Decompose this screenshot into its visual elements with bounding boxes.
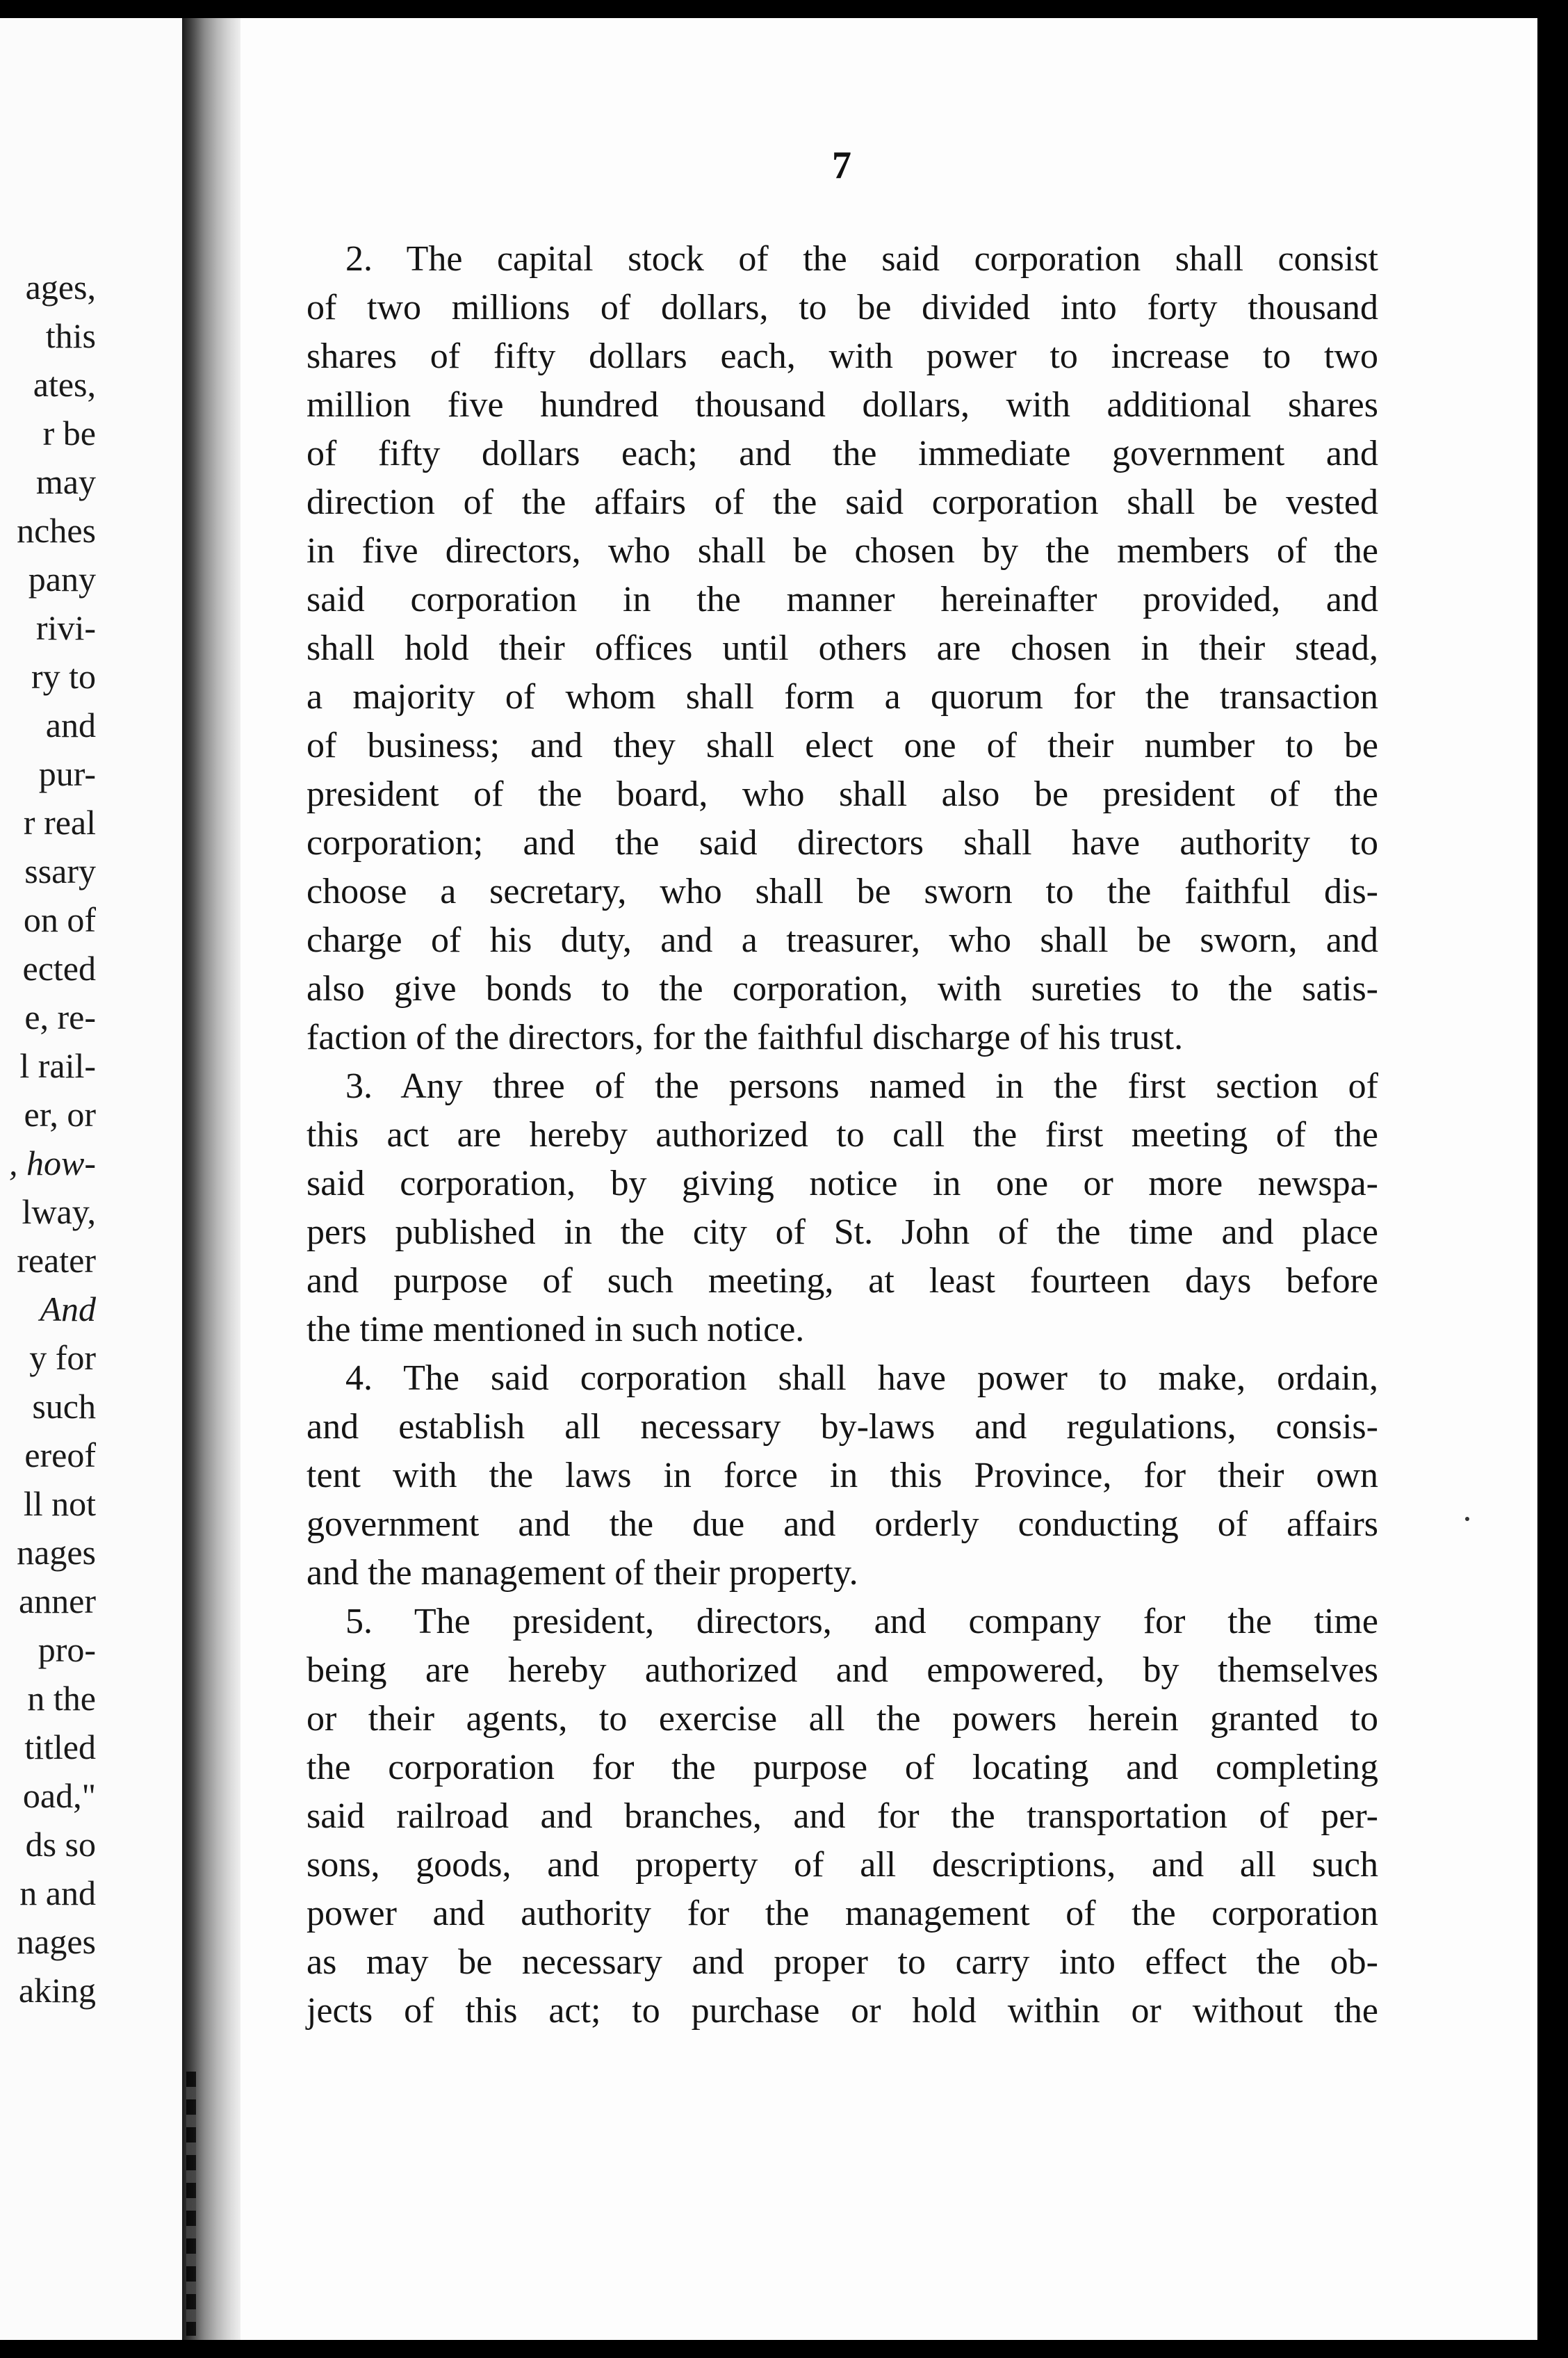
scan-speck	[1465, 1517, 1469, 1521]
left-page-line: e, re-	[24, 998, 96, 1036]
text-line: faction of the directors, for the faithful discharge of his trust.	[307, 1018, 1184, 1057]
left-page-line: , how-	[9, 1144, 96, 1182]
text-line: or their agents, to exercise all the powers herein granted to	[307, 1699, 1378, 1739]
scan-border-right	[1537, 0, 1568, 2358]
left-page-text-fragments	[0, 263, 96, 2015]
text-line: president of the board, who shall also be president of the	[307, 774, 1378, 814]
paragraph-section-3	[307, 1062, 1378, 1354]
left-page-line: such	[32, 1387, 96, 1426]
left-facing-page	[0, 18, 182, 2340]
left-page-line: r real	[23, 803, 96, 842]
left-page-line: and	[45, 706, 96, 745]
left-page-line: oad,"	[22, 1776, 96, 1815]
text-line: choose a secretary, who shall be sworn to the faithful dis-	[307, 872, 1378, 911]
left-page-line: anner	[18, 1582, 96, 1620]
paragraph-section-5	[307, 1597, 1378, 2035]
left-page-line: And	[40, 1290, 96, 1328]
paragraph-section-2	[307, 235, 1378, 1062]
left-page-line: this	[45, 316, 96, 355]
left-page-line: n and	[19, 1873, 96, 1912]
text-line: 5. The president, directors, and company for the time	[345, 1602, 1378, 1641]
text-line: direction of the affairs of the said corporation shall be vested	[307, 482, 1378, 522]
text-line: pers published in the city of St. John of the time and place	[307, 1212, 1378, 1252]
text-line: said corporation in the manner hereinafter provided, and	[307, 580, 1378, 619]
text-line: charge of his duty, and a treasurer, who shall be sworn, and	[307, 920, 1378, 960]
text-line: tent with the laws in force in this Province, for their own	[307, 1456, 1378, 1495]
left-page-line: n the	[27, 1679, 96, 1718]
left-page-line: nages	[17, 1922, 96, 1961]
text-line: in five directors, who shall be chosen by the members of the	[307, 531, 1378, 571]
left-page-line: l rail-	[19, 1046, 96, 1085]
text-line: shall hold their offices until others are chosen in their stead,	[307, 628, 1378, 668]
left-page-line: pur-	[38, 754, 96, 793]
left-page-line: reater	[17, 1241, 96, 1280]
left-page-line: ates,	[33, 365, 96, 404]
scan-border-bottom	[0, 2340, 1568, 2358]
text-line: also give bonds to the corporation, with sureties to the satis-	[307, 969, 1378, 1009]
left-page-line: may	[35, 462, 96, 501]
left-page-line: ected	[22, 949, 96, 988]
left-page-line: pany	[28, 560, 96, 599]
page-number: 7	[832, 144, 851, 187]
text-line: corporation; and the said directors shall have authority to	[307, 823, 1378, 863]
scan-border-top	[0, 0, 1568, 18]
text-line: shares of fifty dollars each, with power to increase to two	[307, 336, 1378, 376]
text-line: 2. The capital stock of the said corporation shall consist	[345, 239, 1378, 279]
text-line: jects of this act; to purchase or hold within or without the	[307, 1991, 1378, 2031]
text-line: and establish all necessary by-laws and regulations, consis-	[307, 1407, 1378, 1447]
text-line: 4. The said corporation shall have power to make, ordain,	[345, 1358, 1378, 1398]
left-page-line: r be	[42, 414, 96, 453]
text-line: of two millions of dollars, to be divided into forty thousand	[307, 288, 1378, 327]
left-page-line: ll not	[23, 1484, 96, 1523]
text-line: being are hereby authorized and empowered, by themselves	[307, 1650, 1378, 1690]
text-line: million five hundred thousand dollars, with additional shares	[307, 385, 1378, 425]
left-page-line: nches	[17, 511, 96, 550]
text-line: said corporation, by giving notice in one or more newspa-	[307, 1164, 1378, 1203]
left-page-line: ssary	[24, 852, 96, 891]
text-line: as may be necessary and proper to carry into effect the ob-	[307, 1942, 1378, 1982]
left-page-line: ages,	[25, 268, 96, 307]
left-page-line: ds so	[25, 1825, 96, 1864]
left-page-line: on of	[23, 900, 96, 939]
gutter-binding-edge	[186, 2072, 196, 2336]
left-page-line: aking	[18, 1971, 96, 2010]
text-line: government and the due and orderly conducting of affairs	[307, 1504, 1378, 1544]
text-line: of business; and they shall elect one of their number to be	[307, 726, 1378, 765]
left-page-line: nages	[17, 1533, 96, 1572]
text-line: sons, goods, and property of all descriptions, and all such	[307, 1845, 1378, 1885]
left-page-line: y for	[29, 1338, 96, 1377]
paragraph-section-4	[307, 1354, 1378, 1597]
text-line: of fifty dollars each; and the immediate government and	[307, 434, 1378, 473]
body-text	[307, 235, 1378, 2035]
text-line: said railroad and branches, and for the transportation of per-	[307, 1796, 1378, 1836]
left-page-line: ry to	[31, 657, 96, 696]
text-line: the corporation for the purpose of locating and completing	[307, 1748, 1378, 1787]
text-line: power and authority for the management of the corporation	[307, 1894, 1378, 1933]
book-gutter-shadow	[182, 18, 240, 2340]
left-page-line: pro-	[38, 1630, 96, 1669]
left-page-line: lway,	[22, 1192, 96, 1231]
text-line: and the management of their property.	[307, 1553, 858, 1593]
left-page-line: rivi-	[35, 608, 96, 647]
text-line: the time mentioned in such notice.	[307, 1310, 805, 1349]
text-line: 3. Any three of the persons named in the first section of	[345, 1066, 1378, 1106]
text-line: a majority of whom shall form a quorum for the transaction	[307, 677, 1378, 717]
left-page-line: ereof	[24, 1436, 96, 1474]
left-page-line: er, or	[24, 1095, 96, 1134]
text-line: this act are hereby authorized to call the first meeting of the	[307, 1115, 1378, 1155]
text-line: and purpose of such meeting, at least fourteen days before	[307, 1261, 1378, 1301]
left-page-line: titled	[24, 1727, 96, 1766]
